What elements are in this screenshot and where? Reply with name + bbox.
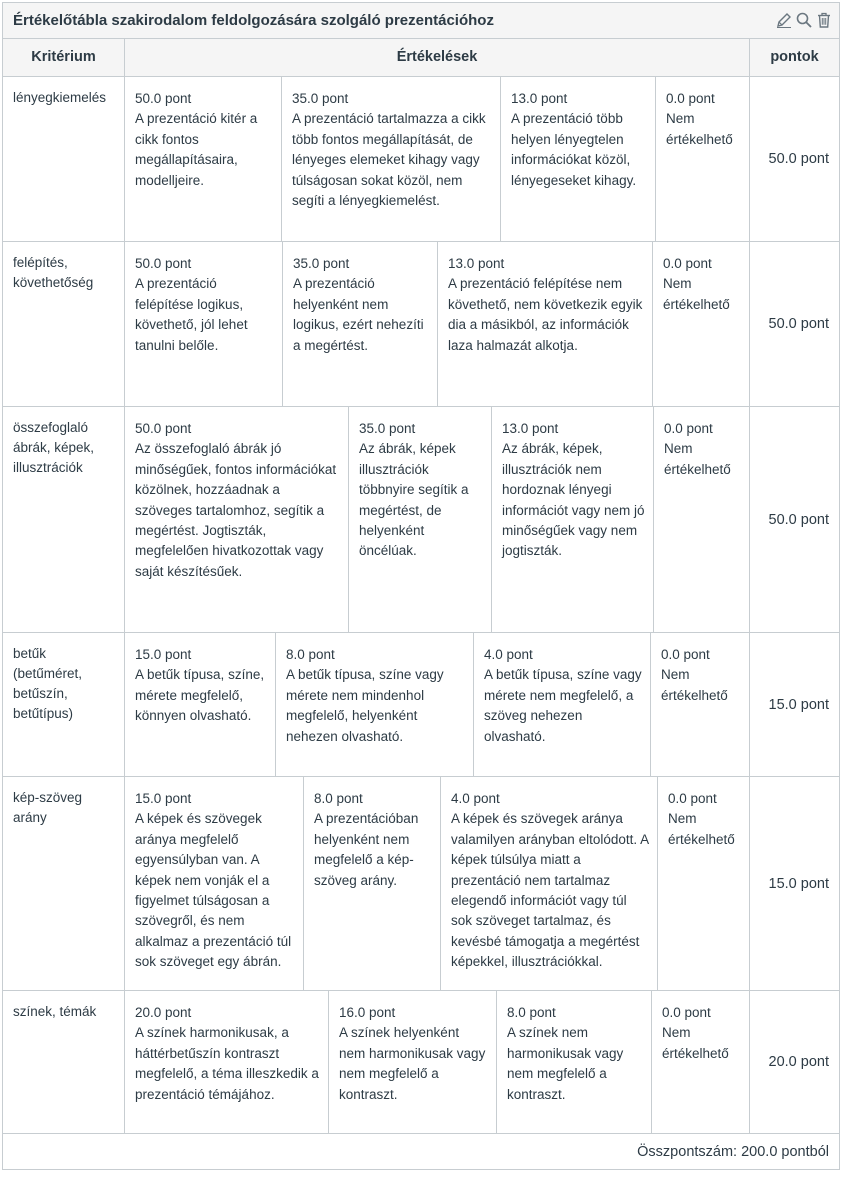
rating-cell [492,407,654,632]
rating-points: 50.0 pont [135,421,192,436]
criterion-points: 15.0 pont [768,875,829,892]
rating-description: A prezentációban helyenként nem megfelelő a kép-szöveg arány. [314,811,419,888]
rating-description: Nem értékelhető [663,276,730,312]
rating-cell [276,633,474,776]
rating-points: 35.0 pont [359,421,416,436]
rating-description: Az ábrák, képek, illusztrációk nem hordoznak lényegi információt vagy nem jó minőségűek vagy nem jogtiszták. [502,441,645,559]
rating-cell [329,991,497,1133]
rating-description: A prezentáció kitér a cikk fontos megállapításaira, modelljeire. [135,111,258,188]
criterion-row [3,407,839,633]
criterion-name: színek, témák [3,991,125,1133]
rating-points: 35.0 pont [293,256,350,271]
criterion-row [3,991,839,1134]
criterion-points: 15.0 pont [768,696,829,713]
rating-points: 0.0 pont [662,1005,711,1020]
rating-description: Nem értékelhető [664,441,731,477]
rating-cell [125,633,276,776]
rating-description: A képek és szövegek aránya valamilyen arányban eltolódott. A képek túlsúlya miatt a prezentáció nem tartalmaz elegendő információt vagy túl sok szöveget tartalmaz, és kevésbé támogatja a megértést képekkel, illusztrációkkal. [451,811,649,970]
rating-points: 4.0 pont [484,647,533,662]
rating-points: 0.0 pont [668,791,717,806]
criterion-name: betűk (betűméret, betűszín, betűtípus) [3,633,125,776]
rating-description: A betűk típusa, színe, mérete megfelelő, könnyen olvasható. [135,667,265,724]
criterion-name: kép-szöveg arány [3,777,125,990]
rating-points: 13.0 pont [502,421,559,436]
rating-description: Nem értékelhető [662,1025,729,1061]
criterion-points: 50.0 pont [768,151,829,167]
rating-cell [654,407,750,632]
rating-description: Nem értékelhető [661,667,728,703]
rating-points: 4.0 pont [451,791,500,806]
rating-cell [474,633,651,776]
rating-group [125,77,750,241]
rating-cell [653,242,750,406]
rating-points: 50.0 pont [135,256,192,271]
rating-description: Nem értékelhető [668,811,735,847]
rating-cell [304,777,441,990]
edit-icon[interactable] [775,11,793,29]
criterion-row [3,242,839,407]
criterion-row [3,77,839,242]
rating-cell [656,77,750,241]
criterion-row [3,633,839,777]
rating-group [125,242,750,406]
criterion-header: Kritérium [3,39,125,76]
rating-description: A színek nem harmonikusak vagy nem megfelelő a kontraszt. [507,1025,624,1102]
points-header: pontok [770,49,819,65]
rating-cell [441,777,658,990]
rubric-title: Értékelőtábla szakirodalom feldolgozására szolgáló prezentációhoz [13,12,494,29]
search-icon[interactable] [795,11,813,29]
rating-description: A betűk típusa, színe vagy mérete nem mindenhol megfelelő, helyenként nehezen olvasható. [286,667,444,744]
rating-description: A színek harmonikusak, a háttérbetűszín kontraszt megfelelő, a téma illeszkedik a prezentáció témájához. [135,1025,319,1102]
rating-cell [497,991,652,1133]
rubric-title-bar [3,3,839,39]
rating-description: A prezentáció helyenként nem logikus, ezért nehezíti a megértést. [293,276,424,353]
rating-cell [282,77,501,241]
rating-description: Az összefoglaló ábrák jó minőségűek, fontos információkat közölnek, hozzáadnak a szöveges tartalomhoz, segítik a megértést. Jogtiszták, megfelelően hivatkozottak vagy saját készítésűek. [135,441,337,579]
rating-points: 8.0 pont [314,791,363,806]
rating-description: A képek és szövegek aránya megfelelő egyensúlyban van. A képek nem vonják el a figyelmet túlságosan a szövegről, és nem alkalmaz a prezentáció túl sok szöveget egy ábrán. [135,811,292,970]
rating-group [125,407,750,632]
rubric-table [2,2,840,1170]
rating-cell [349,407,492,632]
criterion-name: összefoglaló ábrák, képek, illusztrációk [3,407,125,632]
rating-points: 0.0 pont [663,256,712,271]
total-points: Összpontszám: 200.0 pontból [637,1144,829,1160]
rating-description: Az ábrák, képek illusztrációk többnyire segítik a megértést, de helyenként öncélúak. [359,441,469,559]
rating-cell [651,633,750,776]
criterion-name: lényegkiemelés [3,77,125,241]
rating-points: 16.0 pont [339,1005,396,1020]
rating-cell [125,407,349,632]
rubric-header-row [3,39,839,77]
rating-description: A prezentáció felépítése logikus, követhető, jól lehet tanulni belőle. [135,276,248,353]
rating-cell [125,242,283,406]
rating-cell [125,777,304,990]
rating-group [125,777,750,990]
rating-cell [501,77,656,241]
rating-points: 8.0 pont [286,647,335,662]
criterion-points: 20.0 pont [768,1054,829,1070]
rating-points: 20.0 pont [135,1005,192,1020]
rating-cell [658,777,750,990]
rating-description: A prezentáció több helyen lényegtelen információkat közöl, lényegeseket kihagy. [511,111,637,188]
rating-group [125,991,750,1133]
rating-description: A színek helyenként nem harmonikusak vagy nem megfelelő a kontraszt. [339,1025,486,1102]
criterion-name: felépítés, követhetőség [3,242,125,406]
rating-group [125,633,750,776]
rating-points: 8.0 pont [507,1005,556,1020]
criterion-row [3,777,839,991]
rating-points: 15.0 pont [135,647,192,662]
criterion-points: 50.0 pont [768,511,829,528]
rating-cell [125,991,329,1133]
rating-cell [283,242,438,406]
rating-points: 50.0 pont [135,91,192,106]
criterion-points: 50.0 pont [768,316,829,332]
rating-cell [438,242,653,406]
rating-points: 0.0 pont [666,91,715,106]
rating-cell [652,991,750,1133]
rating-description: A betűk típusa, színe vagy mérete nem megfelelő, a szöveg nehezen olvasható. [484,667,642,744]
rating-points: 13.0 pont [448,256,505,271]
ratings-header: Értékelések [125,39,750,76]
rating-cell [125,77,282,241]
rubric-toolbar [775,11,833,29]
rating-points: 35.0 pont [292,91,349,106]
rating-description: A prezentáció felépítése nem követhető, nem következik egyik dia a másikból, az információk laza halmazát alkotja. [448,276,643,353]
trash-icon[interactable] [815,11,833,29]
rating-description: Nem értékelhető [666,111,733,147]
rating-points: 15.0 pont [135,791,192,806]
rating-points: 0.0 pont [664,421,713,436]
rating-description: A prezentáció tartalmazza a cikk több fontos megállapítását, de lényeges elemeket kihagy vagy túlságosan sokat közöl, nem segíti a lényegkiemelést. [292,111,486,209]
rating-points: 0.0 pont [661,647,710,662]
rating-points: 13.0 pont [511,91,568,106]
